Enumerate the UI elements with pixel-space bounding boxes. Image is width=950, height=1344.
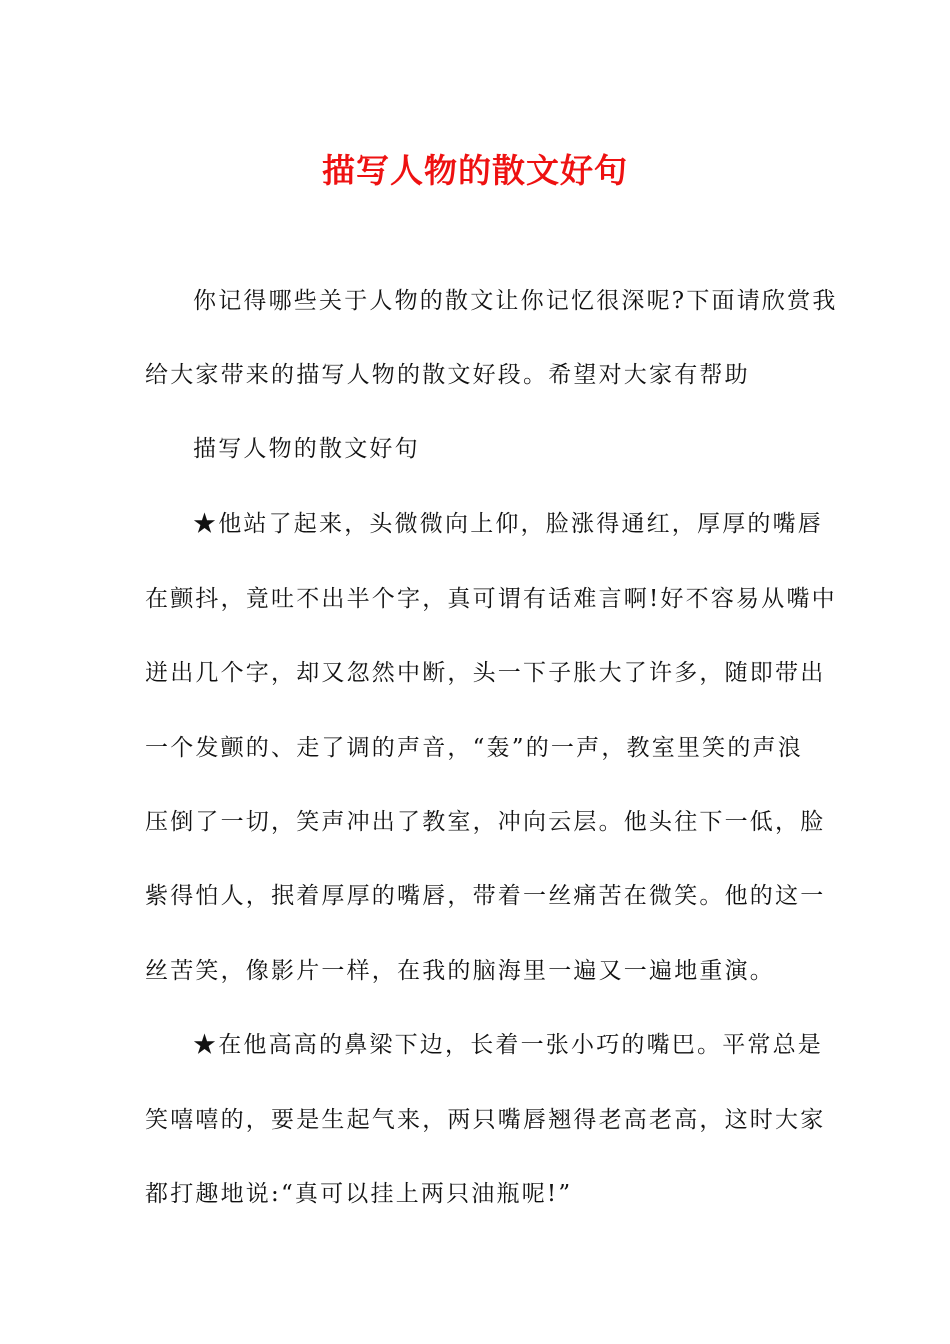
text-line: 一个发颤的、走了调的声音，“轰”的一声，教室里笑的声浪 (145, 735, 803, 761)
text-line: 压倒了一切，笑声冲出了教室，冲向云层。他头往下一低，脸 (145, 809, 826, 835)
text-line: 笑嘻嘻的，要是生起气来，两只嘴唇翘得老高老高，这时大家 (145, 1107, 826, 1133)
text-line: 你记得哪些关于人物的散文让你记忆很深呢?下面请欣赏我 (193, 288, 838, 314)
text-line: 迸出几个字，却又忽然中断，头一下子胀大了许多，随即带出 (145, 660, 826, 686)
text-line: ★他站了起来，头微微向上仰，脸涨得通红，厚厚的嘴唇 (193, 511, 823, 537)
text-line: 在颤抖，竟吐不出半个字，真可谓有话难言啊!好不容易从嘴中 (145, 586, 837, 612)
section-heading: 描写人物的散文好句 (193, 436, 420, 462)
text-line: 丝苦笑，像影片一样，在我的脑海里一遍又一遍地重演。 (145, 958, 775, 984)
text-line: 紫得怕人，抿着厚厚的嘴唇，带着一丝痛苦在微笑。他的这一 (145, 883, 826, 909)
document-title: 描写人物的散文好句 (322, 151, 628, 190)
text-line: 给大家带来的描写人物的散文好段。希望对大家有帮助 (145, 362, 750, 388)
text-line: ★在他高高的鼻梁下边，长着一张小巧的嘴巴。平常总是 (193, 1032, 823, 1058)
text-line: 都打趣地说:“真可以挂上两只油瓶呢!” (145, 1181, 573, 1207)
